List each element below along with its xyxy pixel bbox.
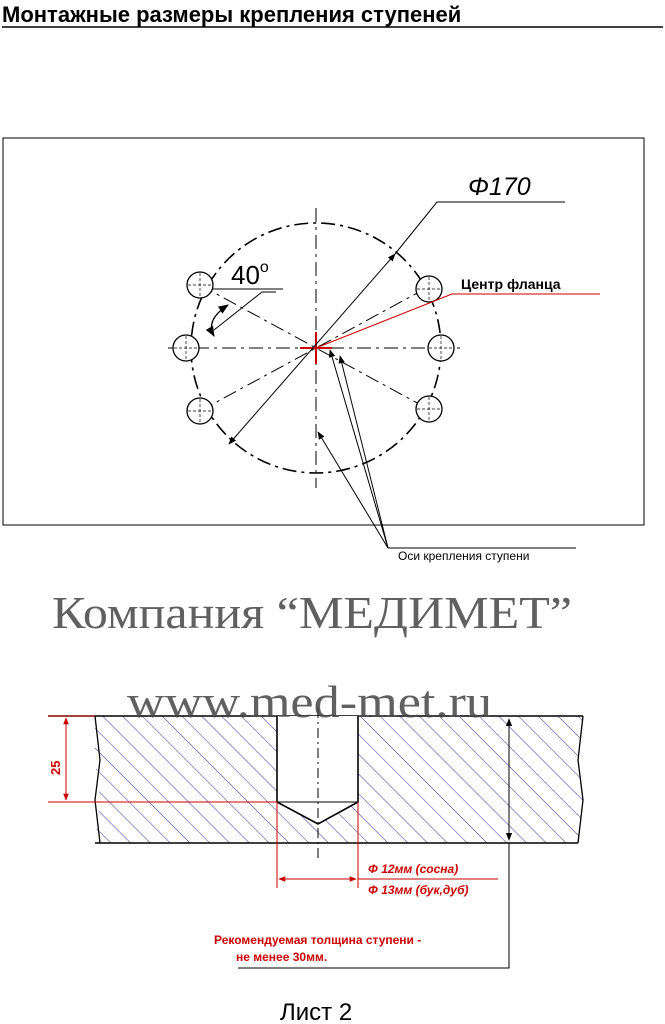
diameter-label: Φ170 — [468, 173, 531, 201]
angle-leader — [214, 292, 276, 330]
axes-leader — [340, 356, 388, 548]
flange-view-frame — [3, 138, 644, 525]
bolt-hole — [416, 276, 442, 302]
hole-pine-label: Φ 12мм (сосна) — [368, 862, 459, 876]
section-view — [48, 708, 583, 968]
note-line-2: не менее 30мм. — [236, 950, 328, 964]
center-label: Центр фланца — [461, 276, 561, 292]
axes-leader — [330, 350, 388, 548]
hole-beech-oak-label: Φ 13мм (бук,дуб) — [368, 883, 469, 897]
angle-value: 40 — [231, 260, 260, 290]
flange-view — [168, 173, 600, 563]
angle-unit: o — [259, 259, 269, 276]
watermark-company: Компания “МЕДИМЕТ” — [52, 587, 572, 638]
depth-label: 25 — [48, 760, 63, 775]
page-title: Монтажные размеры крепления ступеней — [2, 2, 462, 27]
bolt-hole — [187, 272, 213, 298]
bolt-hole — [173, 335, 199, 361]
diameter-leader — [395, 202, 565, 254]
axes-label: Оси крепления ступени — [398, 549, 530, 563]
angle-label — [231, 259, 269, 290]
bolt-hole — [428, 335, 454, 361]
watermark-url: www.med-met.ru — [127, 676, 492, 727]
note-line-1: Рекомендуемая толщина ступени - — [214, 933, 422, 947]
axes-leader — [318, 432, 388, 548]
bolt-hole — [187, 398, 213, 424]
bolt-hole — [416, 396, 442, 422]
sheet-number: Лист 2 — [280, 999, 353, 1024]
